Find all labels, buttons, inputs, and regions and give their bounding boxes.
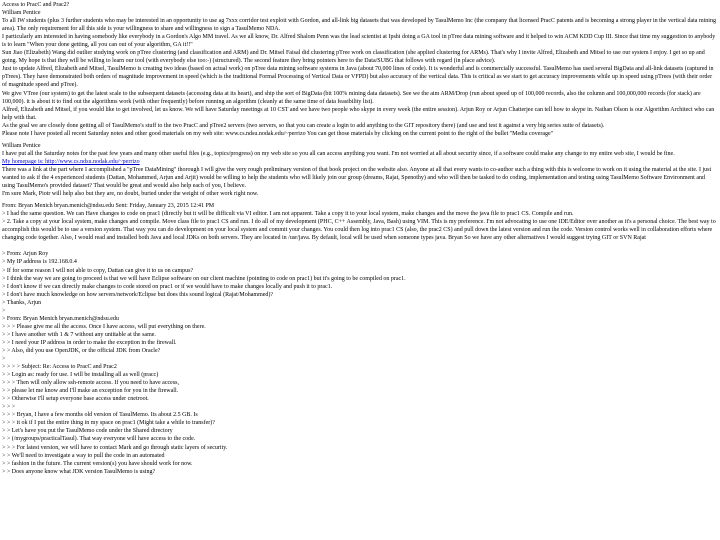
quoted-line: > I had the same question. We can Have changes to code on prac1 (directly but it will be difficult via VI editor. I am not apparent. Take a copy it to your local system, make changes and the move the java file to prac1 CS. Compile and run. xyxy=(2,211,574,218)
quoted-line: > > I need your IP address in order to make the exception in the firewall. xyxy=(2,339,177,346)
quoted-line: > > Login as: ready for use. I will be installing all as well (pracc) xyxy=(2,372,159,379)
paragraph: To all IW students (plus 3 further students who may be interested in an opportunity to use ag 7xxx corridor test exploit with Gordon, and all-link big datasets that was developed by TasulMemo Inc (the company that licensed PracC patents and is becoming a strong player in the vertical data mining area). The only requirement for all this side is your willingness to share and willingness to sign a TasulMemo NDA. xyxy=(2,18,716,33)
quoted-line: > > please let me know and I'll make an exception for you in the firewall. xyxy=(2,388,179,395)
subject-line: Access to PracC and Prac2? xyxy=(2,2,70,8)
section-access-request xyxy=(2,1,716,138)
quoted-line: > > Does anyone know what JDK version TasulMemo is using? xyxy=(2,468,156,475)
quoted-line: > From: Arjun Roy xyxy=(2,251,49,258)
paragraph: Alfred, Elizabeth and Mitsel, if you would like to get involved, let us know. We will have Saturday meetings at 10 CST and we have two people who skype in every week (the entire session). Arjun Roy or Arjun Chatterjee can tell how to skype in. Nathan Olson is our Algorithm Architect who can help with that. xyxy=(2,106,715,121)
section-web-site-note xyxy=(2,142,716,198)
homepage-link[interactable]: My homepage is: http://www.cs.ndsu.nodak.edu/~perrizo xyxy=(2,158,140,165)
quoted-line: > > > Please give me all the access. Once I have access, will put everything on there. xyxy=(2,323,206,330)
blank-line xyxy=(2,242,716,250)
email-thread-document xyxy=(2,1,716,476)
quoted-line: > > > it ok if I put the entire thing in my space on prac1 (Might take a while to transfer)? xyxy=(2,420,215,427)
quoted-line: > > We'll need to investigate a way to pull the code in an automated xyxy=(2,452,165,459)
email-header: From: Bryan Menich bryan.menich@ndsu.edu Sent: Friday, January 23, 2015 12:41 PM xyxy=(2,203,215,210)
sender-name: William Pentice xyxy=(2,142,41,149)
quoted-line: > > Let's have you put the TasulMemo code under the Shared directory xyxy=(2,428,173,435)
quoted-line: > > > Bryan, I have a few months old version of TasulMemo. Its about 2.5 GB. Is xyxy=(2,412,198,419)
paragraph: I'm sure Mark, Piotr will help also but they are, no doubt, buried under the weight of other work right now. xyxy=(2,191,259,198)
quoted-line: > > (/mygroups/practicalTasul). That way everyone will have access to the code. xyxy=(2,436,196,443)
quoted-line: > 2. Take a copy at your local system, make changes and compile. Move class file to prac1 CS and run. I do all of my development (PHC, C++ Assembly, Java, Bash) using VIM. This is my preference. I'm not advocating to use one IDE/Editor over another as it's a personal choice. The best way to accomplish this would be to use a version system. That way you can do development on your local system and commit your changes. You could then log into prac1 CS (also, the prac2 CS) and pull down the latest version and run the code. Version control works well in collaboration efforts where changing code together. Also, I would read and installed both Java and local JDKs on both servers. They are located in /usr/java. By default, local will be used when someone types java. Bryan So we have any other alternatives I would suggest trying GIT or SVN Rajat xyxy=(2,219,716,242)
paragraph: I have put all the Saturday notes for the past few years and many other useful files (e.g., topics/progress) on my web site so you all can access anything you want. I'm not worried at all about security since, if a software could make any change to my entire web site, I would be fine. xyxy=(2,150,675,157)
paragraph: We give VTree (our system) to get the latest scale to the subsequent datasets (accessing data at its heart), and ship the sort of BigData (bit 100% mining data datasets). See we the aim ARM/Drop (run about speed up of 100,000 records, also the column and 100,000,000 records (for stack) are 100,000). it is about it to find out the algorithms work (with other frequently) before running an algorithm (cleanly at the same time of data feasibility list). xyxy=(2,90,701,105)
quoted-line: > > Also, did you use OpenJDK, or the official JDK from Oracle? xyxy=(2,347,161,354)
quoted-line: > From: Bryan Menich bryan.menich@ndsu.edu xyxy=(2,315,119,322)
paragraph: Sun Jiao (Elizabeth) Wang did outlier studying work on pTree clustering (and classification and ARM) and Dr. Mitsel Faisal did clustering pTree work on classification (she applied clustering for ARMs). That's why I invite Alfred, Elizabeth and Mitsel to use our system I enjoy. I get so up and going. My hope is that they will be willing to learn our tool (with everybody else too:-) (structured). The second feature they bring pointers here to the Data/SUBG that follows with regard (in place advice). xyxy=(2,50,705,65)
quoted-line: > xyxy=(2,356,6,363)
quoted-line: > > > For latest version, we will have to contact Mark and go through static layers of security. xyxy=(2,444,228,451)
quoted-line: > > Otherwise I'll setup everyone base access under cnetroot. xyxy=(2,396,149,403)
paragraph: Just to update Alfred, Elizabeth and Mitsel, TasulMemo is creating two ideas (based on actual work) on pTree data mining software systems in Java (about 70,000 lines of code). It is wonderful and is commercially successful. TasulMemo has used several BigData and all-link datasets (captured in pTrees). They have demonstrated both orders of magnitude improvement in speed (which is the traditional Formal Processing of Vertical Data or VFPD) but also accuracy of the vertical data. This is critical as we start to get accuracy improvements while up in speed using pTrees (with their order of magnitude speed and pTree). xyxy=(2,66,714,89)
quoted-line: > > > Then will only allow ssh-remote access. If you need to have access, xyxy=(2,380,179,387)
paragraph-with-link[interactable]: Please note I have posted all recent Saturday notes and other good materials on my web site: www.cs.ndsu.nodak.edu/~perrizo You can get those materials by clicking on the current point to the right of the bullet "Media coverage" xyxy=(2,130,554,137)
quoted-line: > My IP address is 192.168.0.4 xyxy=(2,259,77,266)
paragraph: I particularly am interested in having somebody like everybody in a Gordon's Algo MM travel. As we all know, Dr. Alfred Shalom Penn was the lead scientist at Ipshi doing a GA tool in pTree data mining software and it helped to win ACM KDD Cup III. Since that time my suggestion to anybody is to learn "When your done getting, all you can out of your algorithm, GA it!!" xyxy=(2,34,716,49)
quoted-line: > xyxy=(2,307,6,314)
quoted-line: > > I have another with 1 & 7 without any unittable at the same. xyxy=(2,331,156,338)
quoted-line: > I don't know if we can directly make changes to code stored on prac1 or if we would have to make changes locally and push it to prac1. xyxy=(2,283,333,290)
quoted-line: > I don't have much knowledge on how servers/network/Eclipse but does this sound logical (Rajat/Mohammed)? xyxy=(2,291,274,298)
section-quoted-replies xyxy=(2,202,716,476)
quoted-line: > > > xyxy=(2,404,16,411)
quoted-line: > Thanks, Arjun xyxy=(2,299,42,306)
paragraph: There was a link at the part where I accomplished a "pTree DataMining" thorough I will give the very rough preliminary version of that book project on the website also. Anyone at all that every wants to co-author such a thing with this is welcome to work on it using the material at the site. I just wanted to ask if the 4 experienced students (Dattan, Mohammed, Arjun and Arjit) would be willing to help the students who will likely join our group (dreams, Rajat, Spenothy) and who will then be tasked to do coding, implementation and testing using TasulMemo Software Environment and using TasulMemo's provided dataset? That would be great and would also help each of you, I believe. xyxy=(2,166,712,190)
quoted-line: > If for some reason I will not able to copy, Dattan can give it to us on campus? xyxy=(2,267,194,274)
paragraph: As the goal we are closely done getting all of TasulMemo's stuff to the two PracC and pTree2 servers (two servers, so that you can create a login to add anything to the GIT repository there) (and use and test it against a very big series suite of datasets). xyxy=(2,122,605,129)
quoted-line: > > fashion in the future. The current version(s) you have should work for now. xyxy=(2,460,193,467)
sender-name: William Pentice xyxy=(2,10,41,17)
quoted-line: > > > > Subject: Re: Access to PracC and Prac2 xyxy=(2,364,117,371)
quoted-line: > I think the way we are going to proceed is that we will have Eclipse software on our client machine (pointing to code on prac1) but it's going to be compiled on prac1. xyxy=(2,275,406,282)
